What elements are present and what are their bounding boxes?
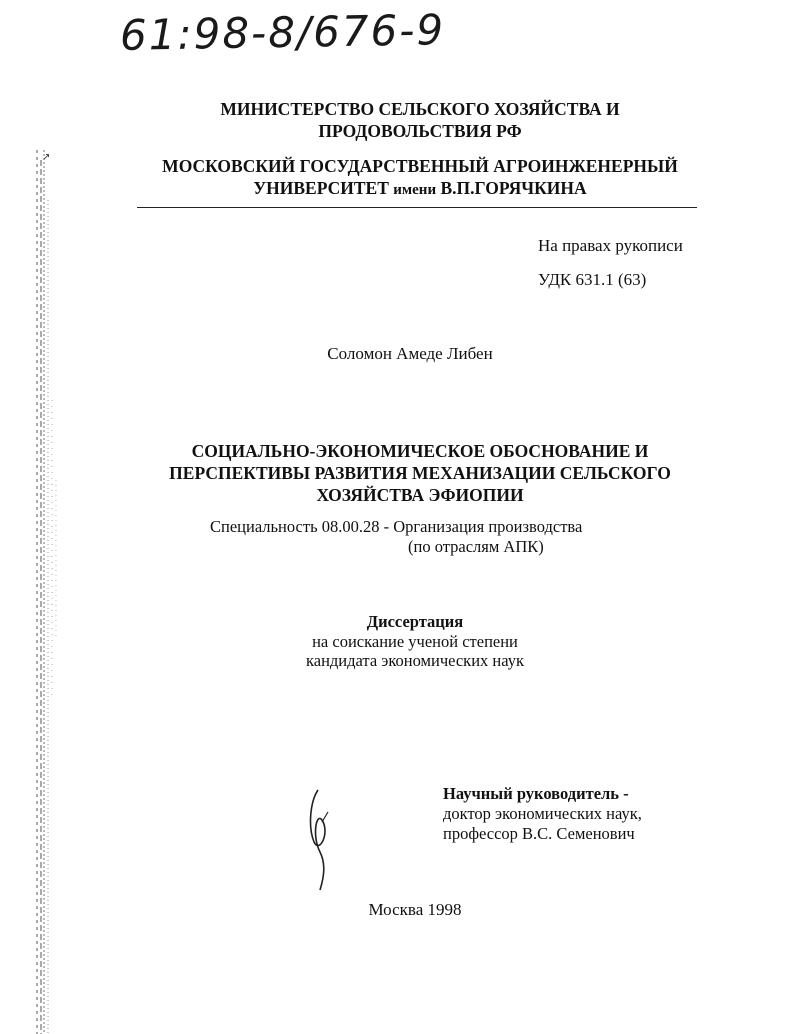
header-divider: [137, 207, 697, 208]
specialty-line-2: (по отраслям АПК): [408, 537, 544, 556]
manuscript-rights: На правах рукописи: [538, 236, 683, 255]
ministry-line-1: МИНИСТЕРСТВО СЕЛЬСКОГО ХОЗЯЙСТВА И: [220, 99, 620, 119]
supervisor-name: профессор В.С. Семенович: [443, 824, 635, 843]
specialty-line-1: Специальность 08.00.28 - Организация производства: [210, 517, 583, 536]
supervisor-degree: доктор экономических наук,: [443, 804, 642, 823]
svg-text:↗: ↗: [42, 152, 51, 163]
author-name: Соломон Амеде Либен: [327, 344, 493, 363]
university-header: [80, 155, 760, 201]
ministry-header: [80, 98, 760, 142]
thesis-title-line-1: СОЦИАЛЬНО-ЭКОНОМИЧЕСКОЕ ОБОСНОВАНИЕ И: [191, 441, 649, 461]
dissertation-line-1: на соискание ученой степени: [312, 632, 518, 651]
university-imeni: имени: [393, 182, 437, 198]
dissertation-heading: Диссертация: [366, 612, 464, 631]
university-line-2: [80, 177, 760, 201]
archive-code-handwritten: 61:98-8/676-9: [119, 5, 446, 60]
supervisor-heading: Научный руководитель -: [443, 784, 629, 803]
city-year: Москва 1998: [368, 900, 462, 919]
dissertation-line-2: кандидата экономических наук: [305, 651, 524, 670]
university-name: В.П.ГОРЯЧКИНА: [440, 178, 587, 198]
signature-mark: [300, 782, 345, 892]
thesis-title-line-3: ХОЗЯЙСТВА ЭФИОПИИ: [316, 485, 524, 505]
university-word: УНИВЕРСИТЕТ: [253, 178, 389, 198]
thesis-title-line-2: ПЕРСПЕКТИВЫ РАЗВИТИЯ МЕХАНИЗАЦИИ СЕЛЬСКОГО: [169, 463, 671, 483]
thesis-title: [130, 440, 710, 506]
binding-edge: [0, 0, 80, 1034]
ministry-line-2: ПРОДОВОЛЬСТВИЯ РФ: [318, 121, 522, 141]
university-line-1: МОСКОВСКИЙ ГОСУДАРСТВЕННЫЙ АГРОИНЖЕНЕРНЫЙ: [162, 156, 678, 176]
udk-code: УДК 631.1 (63): [538, 270, 647, 289]
